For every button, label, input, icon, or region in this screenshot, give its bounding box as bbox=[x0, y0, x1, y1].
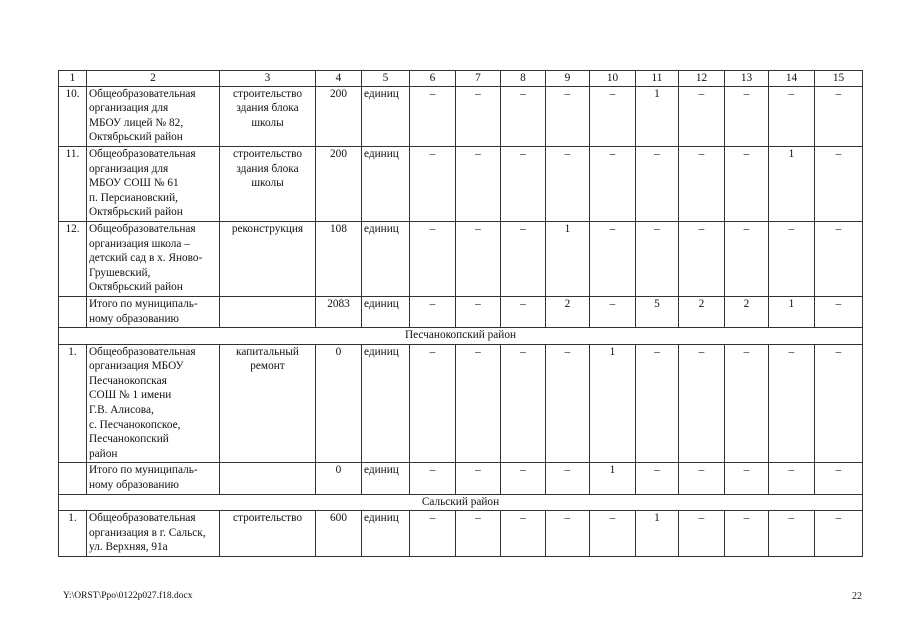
capacity-value: 108 bbox=[316, 221, 362, 296]
work-type-cell-line: реконструкция bbox=[231, 222, 304, 235]
year-value-cell: – bbox=[456, 86, 501, 146]
year-value-cell: 2 bbox=[725, 296, 769, 327]
organization-cell-line: Грушевский, bbox=[89, 266, 151, 279]
year-value-cell: – bbox=[815, 146, 863, 221]
year-value-cell: – bbox=[725, 86, 769, 146]
year-value-cell: – bbox=[410, 344, 456, 463]
year-value-cell: – bbox=[725, 146, 769, 221]
work-type-cell bbox=[220, 511, 316, 557]
year-value-cell: – bbox=[501, 511, 546, 557]
year-value-cell: – bbox=[456, 221, 501, 296]
year-value-cell: – bbox=[501, 344, 546, 463]
footer-file-path: Y:\ORST\Ppo\0122p027.f18.docx bbox=[63, 591, 193, 601]
year-value-cell: 5 bbox=[636, 296, 679, 327]
organization-cell-line: Общеобразовательная bbox=[89, 222, 196, 235]
year-value-cell: – bbox=[410, 86, 456, 146]
table-row bbox=[59, 86, 863, 146]
row-number bbox=[59, 463, 87, 494]
work-type-cell-line: школы bbox=[251, 177, 284, 190]
year-value-cell: – bbox=[769, 344, 815, 463]
column-number-8: 8 bbox=[501, 71, 546, 87]
year-value-cell: – bbox=[590, 146, 636, 221]
column-number-11: 11 bbox=[636, 71, 679, 87]
organization-cell-line: район bbox=[89, 447, 118, 460]
organization-cell-line: Октябрьский район bbox=[89, 281, 183, 294]
work-type-cell-line: ремонт bbox=[250, 360, 285, 373]
column-number-12: 12 bbox=[679, 71, 725, 87]
year-value-cell: – bbox=[546, 146, 590, 221]
year-value-cell: – bbox=[815, 463, 863, 494]
column-number-1: 1 bbox=[59, 71, 87, 87]
year-value-cell: – bbox=[546, 86, 590, 146]
unit-cell: единиц bbox=[362, 511, 410, 557]
year-value-cell: – bbox=[769, 463, 815, 494]
year-value-cell: – bbox=[815, 296, 863, 327]
organization-cell-line: Октябрьский район bbox=[89, 131, 183, 144]
year-value-cell: – bbox=[456, 146, 501, 221]
year-value-cell: – bbox=[501, 463, 546, 494]
column-number-14: 14 bbox=[769, 71, 815, 87]
organization-cell-line: п. Персиановский, bbox=[89, 191, 178, 204]
capacity-value: 2083 bbox=[316, 296, 362, 327]
column-number-2: 2 bbox=[87, 71, 220, 87]
column-number-13: 13 bbox=[725, 71, 769, 87]
work-type-cell-line: школы bbox=[251, 116, 284, 129]
organization-cell-line: детский сад в х. Яново- bbox=[89, 252, 203, 265]
year-value-cell: 1 bbox=[769, 296, 815, 327]
table-row bbox=[59, 221, 863, 296]
section-title: Сальский район bbox=[59, 494, 863, 511]
organization-cell-line: организация школа – bbox=[89, 237, 190, 250]
column-number-15: 15 bbox=[815, 71, 863, 87]
column-number-3: 3 bbox=[220, 71, 316, 87]
year-value-cell: – bbox=[501, 296, 546, 327]
unit-cell: единиц bbox=[362, 221, 410, 296]
year-value-cell: – bbox=[410, 463, 456, 494]
year-value-cell: – bbox=[815, 221, 863, 296]
year-value-cell: – bbox=[636, 221, 679, 296]
section-header-row bbox=[59, 328, 863, 345]
unit-cell: единиц bbox=[362, 146, 410, 221]
organization-cell-line: Песчанокопский bbox=[89, 433, 169, 446]
year-value-cell: – bbox=[456, 296, 501, 327]
organization-cell-line: МБОУ СОШ № 61 bbox=[89, 177, 179, 190]
year-value-cell: – bbox=[815, 86, 863, 146]
year-value-cell: – bbox=[546, 344, 590, 463]
capacity-value: 0 bbox=[316, 463, 362, 494]
year-value-cell: – bbox=[725, 463, 769, 494]
year-value-cell: – bbox=[725, 344, 769, 463]
work-type-cell bbox=[220, 463, 316, 494]
organization-cell-line: Общеобразовательная bbox=[89, 87, 196, 100]
section-header-row bbox=[59, 494, 863, 511]
column-number-9: 9 bbox=[546, 71, 590, 87]
year-value-cell: – bbox=[769, 86, 815, 146]
page-number: 22 bbox=[852, 591, 862, 602]
year-value-cell: – bbox=[590, 296, 636, 327]
organization-cell-line: организация для bbox=[89, 162, 169, 175]
table-row bbox=[59, 146, 863, 221]
work-type-cell bbox=[220, 146, 316, 221]
organization-cell-line: Итого по муниципаль- bbox=[89, 297, 198, 310]
unit-cell: единиц bbox=[362, 463, 410, 494]
year-value-cell: 2 bbox=[679, 296, 725, 327]
organization-cell-line: Г.В. Алисова, bbox=[89, 404, 154, 417]
row-number: 10. bbox=[59, 86, 87, 146]
year-value-cell: – bbox=[456, 344, 501, 463]
organization-cell-line: Общеобразовательная bbox=[89, 345, 196, 358]
organization-cell-line: ному образованию bbox=[89, 479, 179, 492]
organization-cell bbox=[87, 86, 220, 146]
year-value-cell: – bbox=[501, 86, 546, 146]
year-value-cell: 1 bbox=[769, 146, 815, 221]
work-type-cell bbox=[220, 86, 316, 146]
row-number bbox=[59, 296, 87, 327]
year-value-cell: – bbox=[636, 146, 679, 221]
year-value-cell: – bbox=[679, 86, 725, 146]
organization-cell-line: организация МБОУ bbox=[89, 360, 184, 373]
year-value-cell: 1 bbox=[636, 511, 679, 557]
organization-cell-line: Общеобразовательная bbox=[89, 512, 196, 525]
table-row bbox=[59, 344, 863, 463]
year-value-cell: – bbox=[679, 344, 725, 463]
year-value-cell: – bbox=[679, 463, 725, 494]
year-value-cell: – bbox=[636, 344, 679, 463]
year-value-cell: – bbox=[501, 146, 546, 221]
work-type-cell-line: строительство bbox=[232, 147, 303, 160]
year-value-cell: – bbox=[815, 344, 863, 463]
capacity-value: 200 bbox=[316, 86, 362, 146]
work-type-cell-line: строительство bbox=[232, 87, 303, 100]
row-number: 12. bbox=[59, 221, 87, 296]
organization-cell bbox=[87, 221, 220, 296]
year-value-cell: – bbox=[679, 511, 725, 557]
year-value-cell: – bbox=[456, 511, 501, 557]
organization-cell bbox=[87, 511, 220, 557]
year-value-cell: – bbox=[410, 296, 456, 327]
table-row bbox=[59, 511, 863, 557]
year-value-cell: 1 bbox=[546, 221, 590, 296]
year-value-cell: – bbox=[546, 463, 590, 494]
table-row bbox=[59, 296, 863, 327]
year-value-cell: 1 bbox=[590, 463, 636, 494]
unit-cell: единиц bbox=[362, 296, 410, 327]
organization-cell-line: Песчанокопская bbox=[89, 374, 167, 387]
row-number: 1. bbox=[59, 511, 87, 557]
work-type-cell-line: здания блока bbox=[236, 102, 299, 115]
year-value-cell: – bbox=[725, 511, 769, 557]
year-value-cell: – bbox=[501, 221, 546, 296]
work-type-cell-line: здания блока bbox=[236, 162, 299, 175]
organization-cell bbox=[87, 296, 220, 327]
work-type-cell bbox=[220, 221, 316, 296]
work-type-cell-line: строительство bbox=[232, 512, 303, 525]
organization-cell bbox=[87, 146, 220, 221]
section-title: Песчанокопский район bbox=[59, 328, 863, 345]
organization-cell-line: организация в г. Сальск, bbox=[89, 526, 206, 539]
organization-cell bbox=[87, 344, 220, 463]
year-value-cell: – bbox=[410, 146, 456, 221]
row-number: 1. bbox=[59, 344, 87, 463]
organization-cell bbox=[87, 463, 220, 494]
column-number-header-row bbox=[59, 71, 863, 87]
column-number-5: 5 bbox=[362, 71, 410, 87]
work-type-cell-line: капитальный bbox=[236, 345, 299, 358]
capacity-value: 600 bbox=[316, 511, 362, 557]
organization-cell-line: ному образованию bbox=[89, 312, 179, 325]
year-value-cell: – bbox=[590, 221, 636, 296]
year-value-cell: – bbox=[815, 511, 863, 557]
organization-cell-line: Итого по муниципаль- bbox=[89, 464, 198, 477]
year-value-cell: – bbox=[456, 463, 501, 494]
capacity-value: 200 bbox=[316, 146, 362, 221]
work-type-cell bbox=[220, 296, 316, 327]
year-value-cell: 1 bbox=[590, 344, 636, 463]
year-value-cell: 1 bbox=[636, 86, 679, 146]
year-value-cell: – bbox=[769, 511, 815, 557]
year-value-cell: 2 bbox=[546, 296, 590, 327]
year-value-cell: – bbox=[725, 221, 769, 296]
unit-cell: единиц bbox=[362, 344, 410, 463]
column-number-4: 4 bbox=[316, 71, 362, 87]
year-value-cell: – bbox=[410, 221, 456, 296]
organization-cell-line: ул. Верхняя, 91а bbox=[89, 541, 168, 554]
unit-cell: единиц bbox=[362, 86, 410, 146]
year-value-cell: – bbox=[410, 511, 456, 557]
organization-cell-line: организация для bbox=[89, 102, 169, 115]
year-value-cell: – bbox=[636, 463, 679, 494]
work-type-cell bbox=[220, 344, 316, 463]
organization-cell-line: МБОУ лицей № 82, bbox=[89, 116, 184, 129]
organization-cell-line: Общеобразовательная bbox=[89, 147, 196, 160]
year-value-cell: – bbox=[679, 221, 725, 296]
organization-cell-line: СОШ № 1 имени bbox=[89, 389, 172, 402]
table-row bbox=[59, 463, 863, 494]
year-value-cell: – bbox=[769, 221, 815, 296]
year-value-cell: – bbox=[590, 511, 636, 557]
column-number-6: 6 bbox=[410, 71, 456, 87]
column-number-10: 10 bbox=[590, 71, 636, 87]
column-number-7: 7 bbox=[456, 71, 501, 87]
year-value-cell: – bbox=[546, 511, 590, 557]
row-number: 11. bbox=[59, 146, 87, 221]
organization-cell-line: Октябрьский район bbox=[89, 206, 183, 219]
organization-cell-line: с. Песчанокопское, bbox=[89, 418, 181, 431]
data-table bbox=[58, 70, 863, 557]
year-value-cell: – bbox=[679, 146, 725, 221]
year-value-cell: – bbox=[590, 86, 636, 146]
capacity-value: 0 bbox=[316, 344, 362, 463]
